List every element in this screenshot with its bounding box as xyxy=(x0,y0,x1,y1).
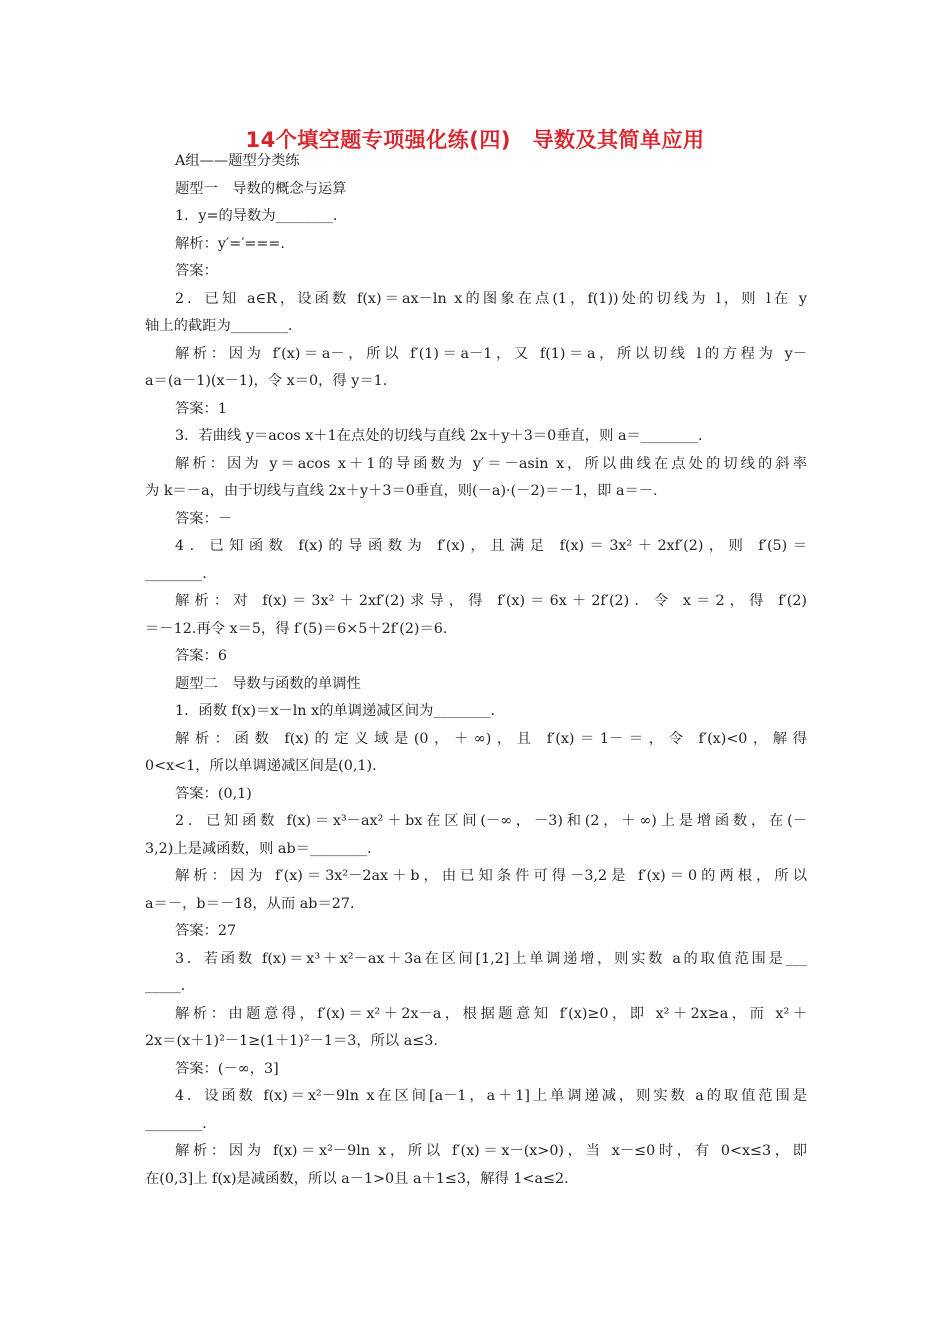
text-line: 4．已知函数 f(x)的导函数为 f′(x)，且满足 f(x)＝3x²＋2xf′(2)，则 f′(5)＝ xyxy=(175,538,807,554)
text-line: 3．若曲线 y＝acos x＋1在点处的切线与直线 2x＋y＋3＝0垂直，则 a＝________． xyxy=(175,428,713,444)
text-line: ________． xyxy=(145,565,217,582)
text-line: 答案：1 xyxy=(175,400,227,417)
text-line: 答案： xyxy=(175,263,218,279)
text-line: 3．若函数 f(x)＝x³＋x²－ax＋3a在区间[1,2]上单调递增，则实数 a的取值范围是___ xyxy=(175,950,807,967)
text-line: 答案：(－∞，3] xyxy=(175,1060,279,1077)
text-line: A组——题型分类练 xyxy=(175,153,300,169)
text-line: _____． xyxy=(145,978,196,994)
text-line: a＝－，b＝－18，从而 ab＝27. xyxy=(145,895,355,912)
text-line: 2．已知函数 f(x)＝x³－ax²＋bx在区间(－∞，－3)和(2，＋∞)上是增函数，在(－ xyxy=(175,813,807,829)
text-line: ＝－12.再令 x＝5，得 f′(5)＝6×5＋2f′(2)＝6. xyxy=(145,620,448,637)
text-line: 答案：6 xyxy=(175,648,227,664)
page-title: 14个填空题专项强化练(四) 导数及其简单应用 xyxy=(245,128,705,152)
text-line: 1．函数 f(x)＝x－ln x的单调递减区间为________． xyxy=(175,703,505,719)
text-line: a＝(a－1)(x－1)，令 x＝0，得 y＝1. xyxy=(145,373,388,389)
text-line: 1．y=的导数为________． xyxy=(175,208,348,224)
text-line: 解析：由题意得，f′(x)＝x²＋2x－a，根据题意知 f′(x)≥0，即 x²＋2x≥a，而 x²＋ xyxy=(175,1005,807,1022)
text-line: 答案：27 xyxy=(175,923,237,939)
text-line: 2x＝(x＋1)²－1≥(1＋1)²－1＝3，所以 a≤3. xyxy=(145,1033,438,1049)
text-line: 解析：因为 f(x)＝x²－9ln x，所以 f′(x)＝x－(x>0)，当 x－≤0时，有 0<x≤3，即 xyxy=(175,1143,807,1159)
text-line: 解析：函数 f(x)的定义域是(0，＋∞)，且 f′(x)＝1－＝，令 f′(x)<0，解得 xyxy=(175,730,807,747)
text-line: 在(0,3]上 f(x)是减函数，所以 a－1>0且 a＋1≤3，解得 1<a≤2. xyxy=(145,1170,569,1187)
text-line: 题型一 导数的概念与运算 xyxy=(175,180,347,197)
text-line: 2．已知 a∈R，设函数 f(x)＝ax－ln x的图象在点(1，f(1))处的切线为 l，则 l在 y xyxy=(175,290,807,307)
text-line: ________． xyxy=(145,1115,217,1132)
text-line: 解析：因为 y＝acos x＋1的导函数为 y′＝－asin x，所以曲线在点处的切线的斜率 xyxy=(175,455,807,472)
text-line: 解析：对 f(x)＝3x²＋2xf′(2)求导，得 f′(x)＝6x＋2f′(2)．令 x＝2，得 f′(2) xyxy=(175,593,807,609)
text-line: 为 k＝－a，由于切线与直线 2x＋y＋3＝0垂直，则(－a)·(－2)＝－1，即 a＝－. xyxy=(145,483,658,499)
text-line: 答案：(0,1) xyxy=(175,785,252,802)
text-line: 答案：－ xyxy=(175,510,233,527)
text-line: 题型二 导数与函数的单调性 xyxy=(175,675,361,692)
text-line: 解析：因为 f′(x)＝3x²－2ax＋b，由已知条件可得－3,2是 f′(x)＝0的两根，所以 xyxy=(175,868,807,884)
text-line: 解析：因为 f′(x)＝a－，所以 f′(1)＝a－1，又 f(1)＝a，所以切线 l的方程为 y－ xyxy=(175,345,807,362)
text-line: 0<x<1，所以单调递减区间是(0,1)． xyxy=(145,758,387,774)
text-line: 3,2)上是减函数，则 ab＝________． xyxy=(145,840,382,857)
text-line: 4．设函数 f(x)＝x²－9ln x在区间[a－1，a＋1]上单调递减，则实数 a的取值范围是 xyxy=(175,1088,807,1104)
text-line: 解析：y′=′===. xyxy=(175,235,285,252)
text-line: 轴上的截距为________． xyxy=(145,318,303,334)
document-body xyxy=(145,148,807,1193)
